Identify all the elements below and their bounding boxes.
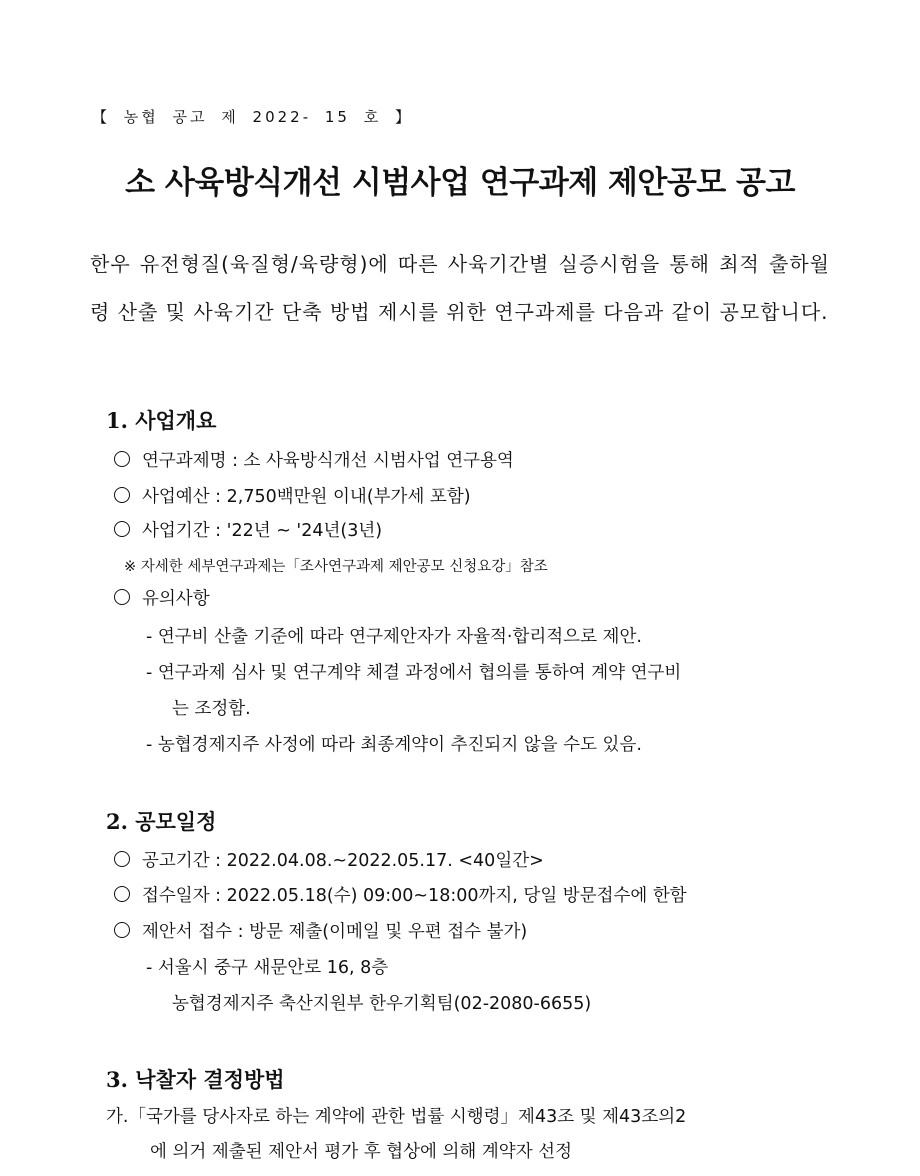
- selection-line: 가.「국가를 당사자로 하는 계약에 관한 법률 시행령」제43조 및 제43조의2: [106, 1107, 687, 1127]
- bullet-circle-icon: [114, 886, 130, 902]
- section-heading-overview: 1. 사업개요: [106, 408, 217, 433]
- list-item: 사업예산 : 2,750백만원 이내(부가세 포함): [114, 486, 471, 508]
- list-item: 제안서 접수 : 방문 제출(이메일 및 우편 접수 불가): [114, 921, 527, 943]
- selection-line-continued: 에 의거 제출된 제안서 평가 후 협상에 의해 계약자 선정: [150, 1142, 572, 1162]
- intro-paragraph: 한우 유전형질(육질형/육량형)에 따른 사육기간별 실증시험을 통해 최적 출하월령 산출 및 사육기간 단축 방법 제시를 위한 연구과제를 다음과 같이 공모합니다.: [90, 252, 830, 324]
- bullet-circle-icon: [114, 521, 130, 537]
- notice-number: 【 농협 공고 제 2022- 15 호 】: [92, 108, 413, 126]
- list-item: 사업기간 : '22년 ~ '24년(3년): [114, 520, 382, 542]
- list-item: 공고기간 : 2022.04.08.~2022.05.17. <40일간>: [114, 850, 544, 872]
- caution-item: - 연구과제 심사 및 연구계약 체결 과정에서 협의를 통하여 계약 연구비: [146, 663, 682, 683]
- reference-note: ※ 자세한 세부연구과제는「조사연구과제 제안공모 신청요강」참조: [124, 559, 548, 575]
- bullet-circle-icon: [114, 589, 130, 605]
- section-heading-schedule: 2. 공모일정: [106, 809, 217, 834]
- address-line: - 서울시 중구 새문안로 16, 8층: [146, 958, 389, 978]
- bullet-circle-icon: [114, 922, 130, 938]
- bullet-circle-icon: [114, 851, 130, 867]
- bullet-circle-icon: [114, 451, 130, 467]
- caution-item-continued: 는 조정함.: [172, 699, 251, 719]
- list-item: 연구과제명 : 소 사육방식개선 시범사업 연구용역: [114, 450, 514, 472]
- list-item: 유의사항: [114, 588, 210, 610]
- bullet-circle-icon: [114, 487, 130, 503]
- caution-item: - 연구비 산출 기준에 따라 연구제안자가 자율적·합리적으로 제안.: [146, 627, 642, 647]
- contact-line: 농협경제지주 축산지원부 한우기획팀(02-2080-6655): [172, 994, 592, 1014]
- page-title: 소 사육방식개선 시범사업 연구과제 제안공모 공고: [125, 165, 795, 201]
- list-item: 접수일자 : 2022.05.18(수) 09:00~18:00까지, 당일 방문접수에 한함: [114, 885, 687, 907]
- section-heading-selection: 3. 낙찰자 결정방법: [106, 1067, 285, 1092]
- caution-item: - 농협경제지주 사정에 따라 최종계약이 추진되지 않을 수도 있음.: [146, 735, 642, 755]
